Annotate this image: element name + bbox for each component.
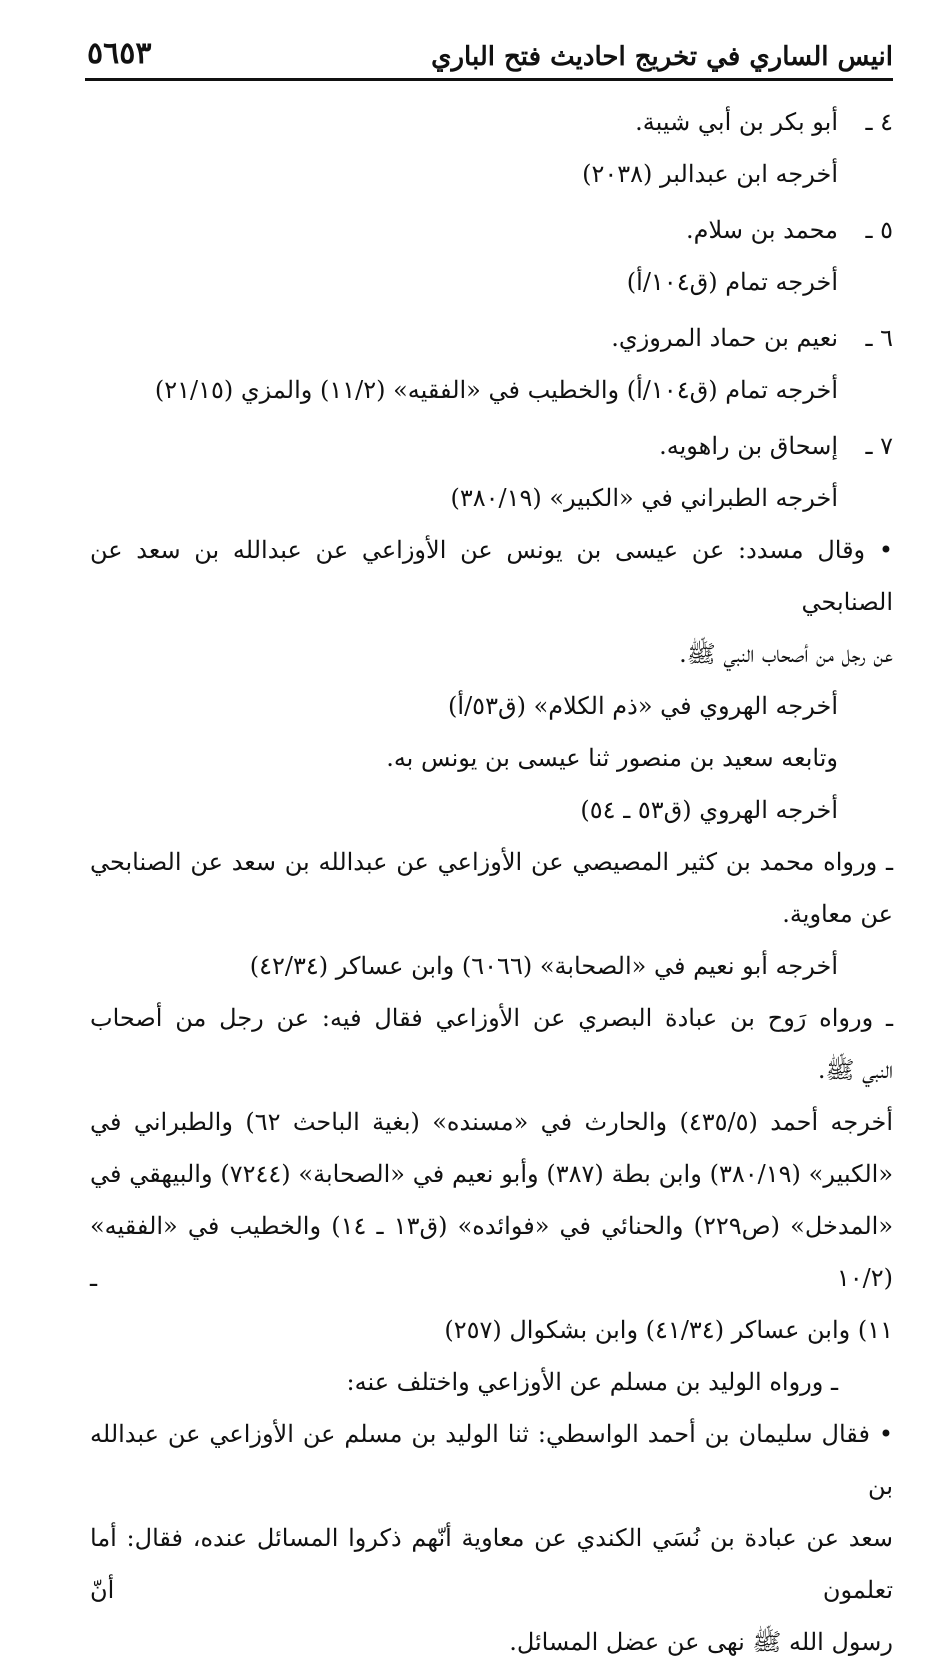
paragraph-line: عن معاوية. xyxy=(782,900,893,928)
paragraph-line: ـ ورواه الوليد بن مسلم عن الأوزاعي واختلف عنه: xyxy=(346,1368,838,1396)
running-title: انيس الساري في تخريج احاديث فتح الباري xyxy=(431,42,893,72)
paragraph-line: أخرجه أحمد (٤٣٥/٥) والحارث في «مسنده» (بغية الباحث ٦٢) والطبراني في xyxy=(90,1108,893,1136)
narrator-name: أبو بكر بن أبي شيبة. xyxy=(635,108,838,136)
source-citation: أخرجه أبو نعيم في «الصحابة» (٦٠٦٦) وابن عساكر (٤٢/٣٤) xyxy=(249,952,838,980)
numbered-item-4 xyxy=(90,96,893,148)
item-number: ٦ ـ xyxy=(865,324,893,352)
narrator-name: محمد بن سلام. xyxy=(686,216,838,244)
source-citation: أخرجه الهروي في «ذم الكلام» (ق٥٣/أ) xyxy=(448,692,838,720)
item-number: ٤ ـ xyxy=(865,108,893,136)
paragraph-line: • وقال مسدد: عن عيسى بن يونس عن الأوزاعي عن عبدالله بن سعد عن الصنابحي xyxy=(90,536,893,616)
paragraph-line: النبي ﷺ. xyxy=(817,1056,893,1084)
paragraph-line: وتابعه سعيد بن منصور ثنا عيسى بن يونس به. xyxy=(386,744,838,772)
narrator-name: نعيم بن حماد المروزي. xyxy=(611,324,838,352)
source-citation: أخرجه تمام (ق١٠٤/أ) والخطيب في «الفقيه» (١١/٢) والمزي (٢١/١٥) xyxy=(154,376,838,404)
paragraph-line: رسول الله ﷺ نهى عن عضل المسائل. xyxy=(509,1628,893,1656)
item-number: ٧ ـ xyxy=(865,432,893,460)
paragraph-line: • فقال سليمان بن أحمد الواسطي: ثنا الوليد بن مسلم عن الأوزاعي عن عبدالله بن xyxy=(90,1420,893,1500)
source-citation: أخرجه ابن عبدالبر (٢٠٣٨) xyxy=(582,160,838,188)
header-divider xyxy=(85,78,893,81)
paragraph-line: ـ ورواه رَوح بن عبادة البصري عن الأوزاعي فقال فيه: عن رجل من أصحاب xyxy=(90,1004,893,1032)
paragraph-line: «المدخل» (ص٢٢٩) والحنائي في «فوائده» (ق١٣ ـ ١٤) والخطيب في «الفقيه» (١٠/٢ ـ xyxy=(90,1212,893,1292)
source-citation: أخرجه الطبراني في «الكبير» (٣٨٠/١٩) xyxy=(450,484,838,512)
numbered-item-7 xyxy=(90,420,893,472)
numbered-item-6 xyxy=(90,312,893,364)
paragraph-line: «الكبير» (٣٨٠/١٩) وابن بطة (٣٨٧) وأبو نعيم في «الصحابة» (٧٢٤٤) والبيهقي في xyxy=(90,1160,893,1188)
page-header xyxy=(85,28,893,80)
source-citation: أخرجه تمام (ق١٠٤/أ) xyxy=(626,268,838,296)
item-number: ٥ ـ xyxy=(865,216,893,244)
paragraph-line: سعد عن عبادة بن نُسَي الكندي عن معاوية أنّهم ذكروا المسائل عنده، فقال: أما تعلمون أنّ xyxy=(90,1524,893,1604)
paragraph-line: ـ ورواه محمد بن كثير المصيصي عن الأوزاعي عن عبدالله بن سعد عن الصنابحي xyxy=(90,848,893,876)
page-number: ٥٦٥٣ xyxy=(87,36,152,71)
page-body xyxy=(90,96,893,1668)
source-citation: أخرجه الهروي (ق٥٣ ـ ٥٤) xyxy=(580,796,838,824)
paragraph-line: ١١) وابن عساكر (٤١/٣٤) وابن بشكوال (٢٥٧) xyxy=(444,1316,893,1344)
paragraph-line: عن رجل من أصحاب النبي ﷺ. xyxy=(679,640,893,668)
narrator-name: إسحاق بن راهويه. xyxy=(659,432,838,460)
numbered-item-5 xyxy=(90,204,893,256)
